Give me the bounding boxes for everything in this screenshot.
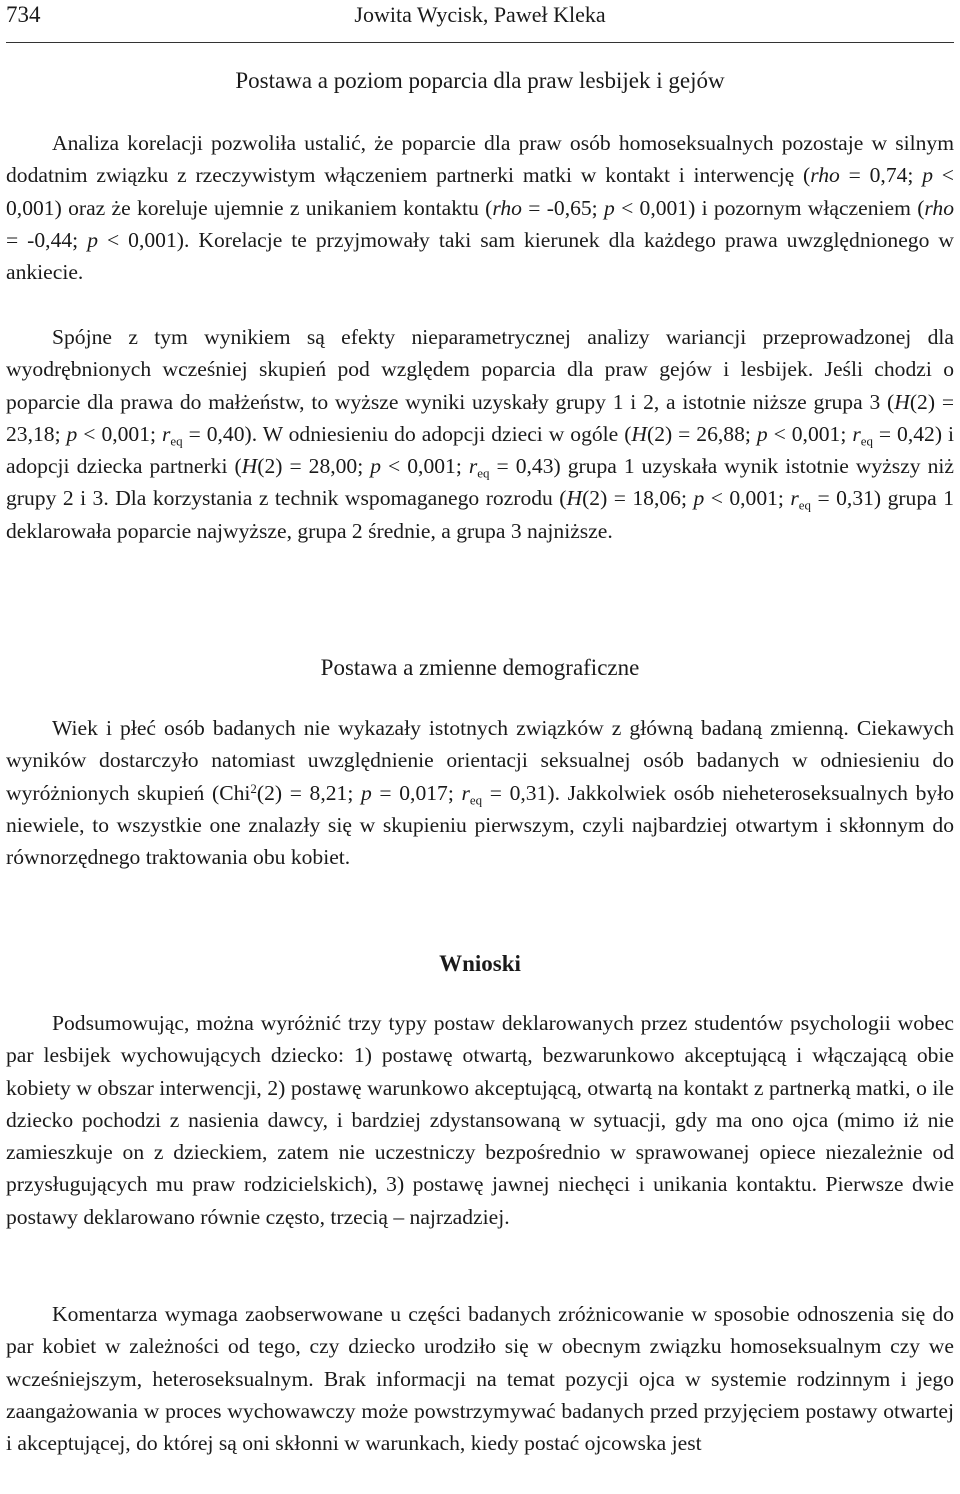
section-title-support: Postawa a poziom poparcia dla praw lesbijek i gejów [235,68,725,93]
paragraph-correlation: Analiza korelacji pozwoliła ustalić, że poparcie dla praw osób homoseksualnych pozostaje w silnym dodatnim związku z rzeczywistym włączeniem partnerki matki w kontakt i interwencję (rho = 0,74; p < 0,001) oraz że koreluje ujemnie z unikaniem kontaktu (rho = -0,65; p < 0,001) i pozornym włączeniem (rho = -0,44; p < 0,001). Korelacje te przyjmowały taki sam kierunek dla każdego prawa uwzględnionego w ankiecie. [6,131,955,285]
section-title-conclusions: Wnioski [439,951,521,976]
page-header [6,0,954,43]
paragraph-anova: Spójne z tym wynikiem są efekty nieparametrycznej analizy wariancji przeprowadzonej dla wyodrębnionych wcześniej skupień pod względem poparcia dla praw gejów i lesbijek. Jeśli chodzi o poparcie dla prawa do małżeństw, to wyższe wyniki uzyskały grupy 1 i 2, a istotnie niższe grupa 3 (H(2) = 23,18; p < 0,001; $r_{eq} = 0,40$). W odniesieniu do adopcji dzieci w ogóle (H(2) = 26,88; p < 0,001; $r_{eq} = 0,42$) i adopcji dziecka partnerki (H(2) = 28,00; p < 0,001; $r_{eq} = 0,43$) grupa 1 uzyskała wynik istotnie wyższy niż grupy 2 i 3. Dla korzystania z technik wspomaganego rozrodu (H(2) = 18,06; p < 0,001; $r_{eq} = 0,31$) grupa 1 deklarowała poparcie najwyższe, grupa 2 średnie, a grupa 3 najniższe. [6,325,955,543]
running-head: Jowita Wycisk, Paweł Kleka [354,2,606,27]
section-title-demographics: Postawa a zmienne demograficzne [320,655,640,680]
paragraph-conclusions: Podsumowując, można wyróżnić trzy typy postaw deklarowanych przez studentów psychologii wobec par lesbijek wychowujących dziecko: 1) postawę otwartą, bezwarunkowo akceptującą i włączającą obie kobiety w obszar interwencji, 2) postawę warunkowo akceptującą, otwartą na kontakt z partnerką matki, o ile dziecko pochodzi z nasienia dawcy, i bardziej zdystansowaną w sytuacji, gdy ma ono ojca (mimo iż nie zamieszkuje on z dzieckiem, zatem nie uczestniczy bezpośrednio w sprawowanej opiece niezależnie od przysługujących mu praw rodzicielskich), 3) postawę jawnej niechęci i unikania kontaktu. Pierwsze dwie postawy deklarowano równie często, trzecią – najrzadziej. [6,1011,954,1229]
paragraph-comment: Komentarza wymaga zaobserwowane u części badanych zróżnicowanie w sposobie odnoszenia się do par kobiet w zależności od tego, czy dziecko urodziło się w obecnym związku homoseksualnym czy we wcześniejszym, heteroseksualnym. Brak informacji na temat pozycji ojca w systemie rodzinnym i jego zaangażowania w proces wychowawczy może powstrzymywać badanych przed przyjęciem postawy otwartej i akceptującej, do której są oni skłonni w warunkach, kiedy postać ojcowska jest [6,1302,954,1456]
page-number: 734 [6,2,41,27]
paragraph-demographics: Wiek i płeć osób badanych nie wykazały istotnych związków z główną badaną zmienną. Ciekawych wyników dostarczyło natomiast uwzględnienie orientacji seksualnej osób badanych w odniesieniu do wyróżnionych skupień (Chi$^2$(2) = 8,21; p = 0,017; $r_{eq} = 0,31$). Jakkolwiek osób nieheteroseksualnych było niewiele, to wszystkie one znalazły się w skupieniu pierwszym, czyli najbardziej otwartym i skłonnym do równorzędnego traktowania obu kobiet. [6,716,954,870]
